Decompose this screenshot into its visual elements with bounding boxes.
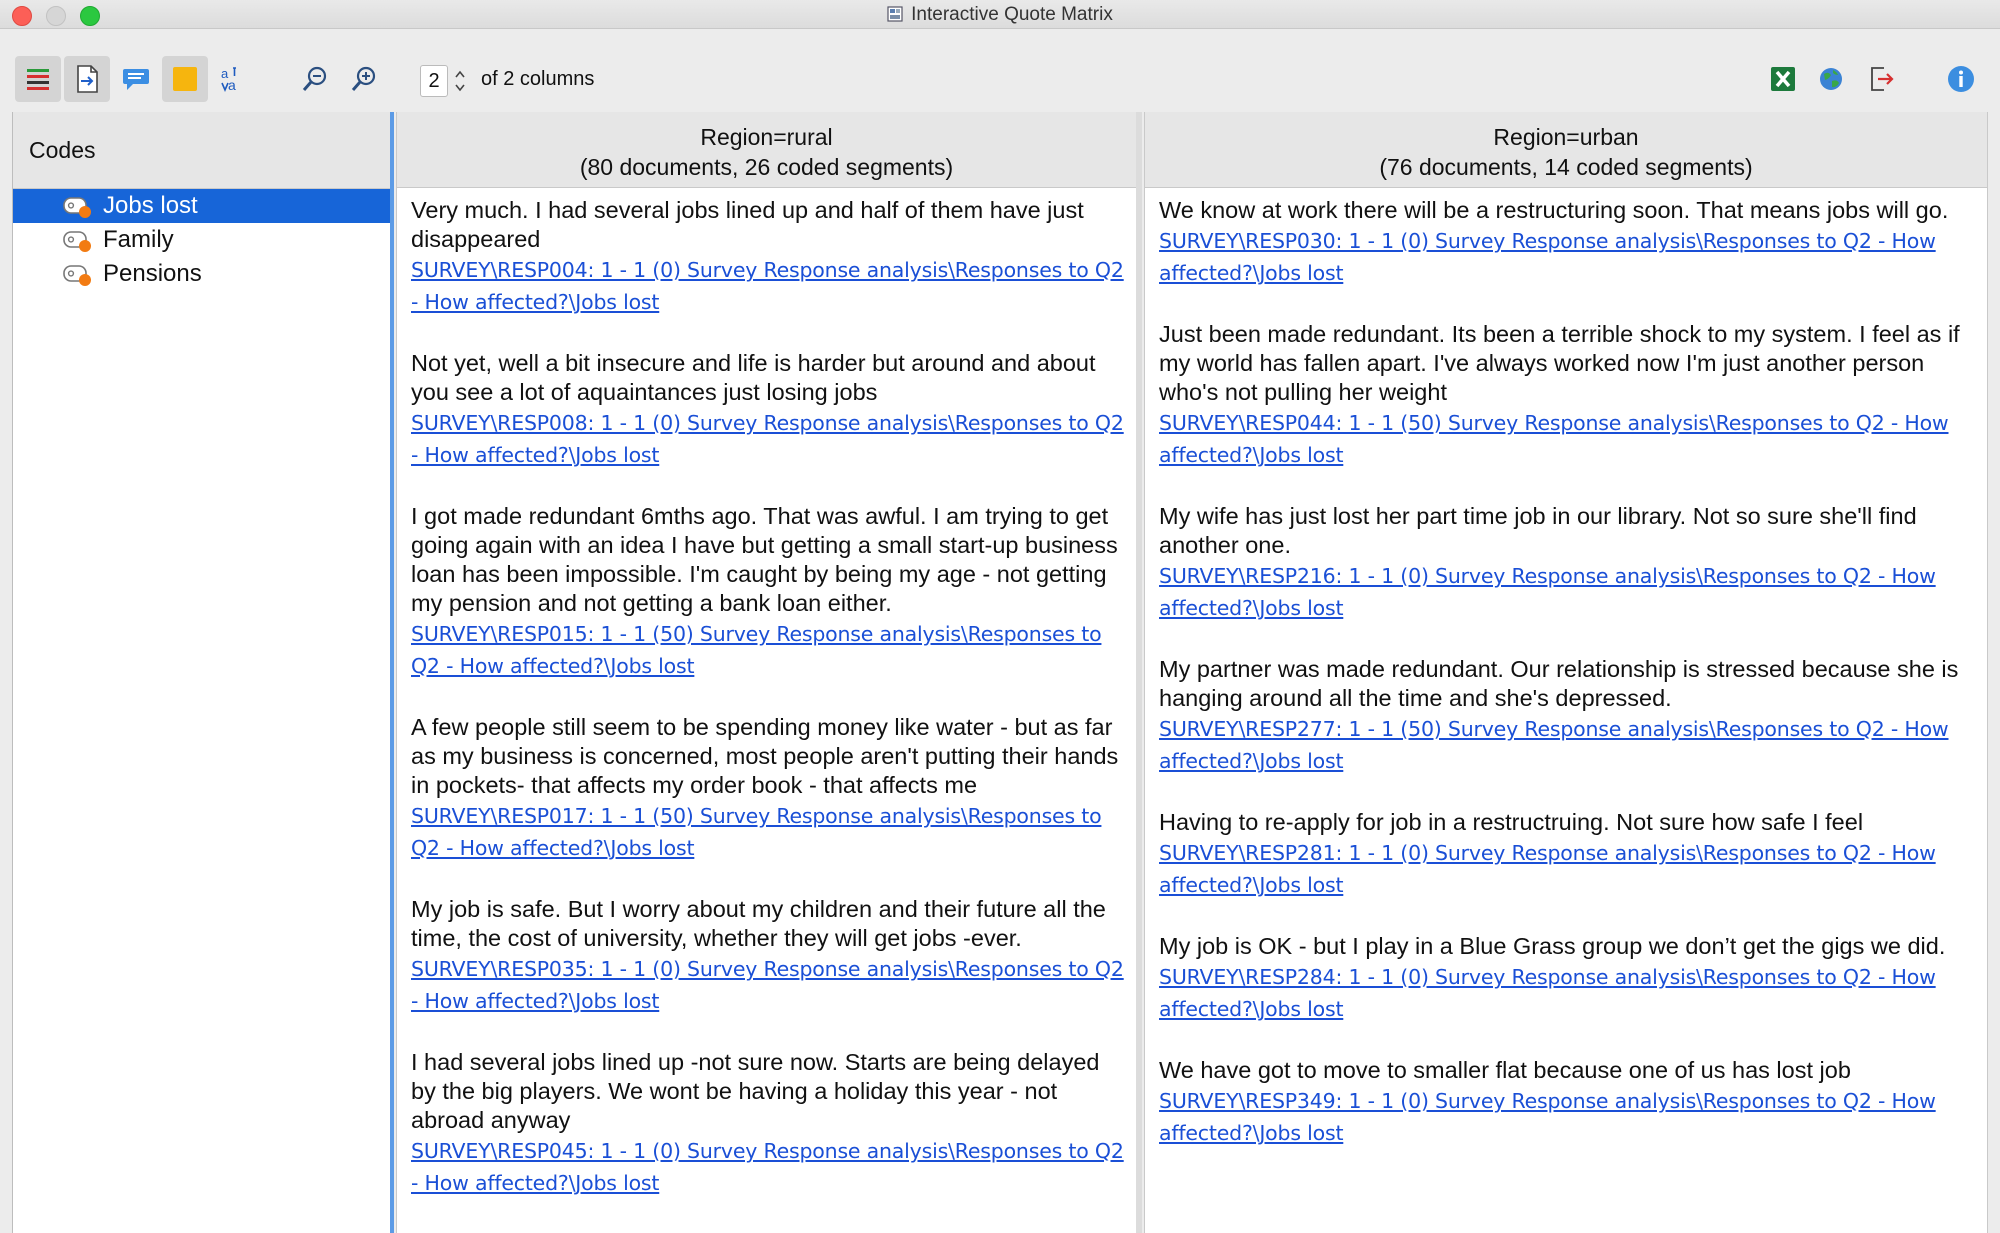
quote-text: My job is safe. But I worry about my children and their future all the time, the cost of university, whether they will get jobs -ever. — [411, 896, 1106, 951]
document-icon — [887, 6, 903, 22]
quote-source-link[interactable]: SURVEY\RESP045: 1 - 1 (0) Survey Response analysis\Responses to Q2 - How affected?\Jobs lost — [411, 1139, 1124, 1195]
quote-source-link[interactable]: SURVEY\RESP044: 1 - 1 (50) Survey Response analysis\Responses to Q2 - How affected?\Jobs lost — [1159, 411, 1949, 467]
quote-source-link[interactable]: SURVEY\RESP277: 1 - 1 (50) Survey Response analysis\Responses to Q2 - How affected?\Jobs lost — [1159, 717, 1949, 773]
quote-text: My partner was made redundant. Our relationship is stressed because she is hanging around all the time and she's depressed. — [1159, 656, 1959, 711]
quote-item — [411, 196, 1124, 318]
quote-text: A few people still seem to be spending money like water - but as far as my business is concerned, most people aren't putting their hands in pockets- that affects my order book - that affects me — [411, 714, 1119, 798]
quote-list — [397, 188, 1136, 1199]
column-count-label: of 2 columns — [481, 68, 595, 90]
quote-text: Very much. I had several jobs lined up and half of them have just disappeared — [411, 197, 1084, 252]
column-stepper[interactable] — [452, 65, 468, 97]
quote-item — [1159, 655, 1975, 777]
code-label: Family — [103, 226, 174, 253]
quote-item — [411, 502, 1124, 682]
document-export-icon — [73, 64, 101, 94]
codes-panel — [12, 112, 394, 1233]
column-rural — [396, 112, 1142, 1233]
zoom-out-button[interactable] — [292, 56, 338, 102]
quote-source-link[interactable]: SURVEY\RESP349: 1 - 1 (0) Survey Response analysis\Responses to Q2 - How affected?\Jobs lost — [1159, 1089, 1936, 1145]
svg-text:a: a — [221, 66, 229, 81]
quote-item — [1159, 808, 1975, 901]
quote-source-link[interactable]: SURVEY\RESP284: 1 - 1 (0) Survey Response analysis\Responses to Q2 - How affected?\Jobs lost — [1159, 965, 1936, 1021]
zoom-in-button[interactable] — [341, 56, 387, 102]
column-subtitle: (76 documents, 14 coded segments) — [1379, 154, 1753, 180]
quote-text: I got made redundant 6mths ago. That was awful. I am trying to get going again with an idea I have but getting a small start-up business loan has been impossible. I'm caught by being my age - not getting my pension and not getting a bank loan either. — [411, 503, 1118, 616]
quote-source-link[interactable]: SURVEY\RESP216: 1 - 1 (0) Survey Response analysis\Responses to Q2 - How affected?\Jobs lost — [1159, 564, 1936, 620]
highlight-color-button[interactable] — [162, 56, 208, 102]
codes-header: Codes — [13, 112, 390, 189]
quote-item — [411, 1048, 1124, 1199]
quote-item — [1159, 196, 1975, 289]
quote-item — [411, 895, 1124, 1017]
column-title: Region=rural — [700, 124, 833, 150]
code-tag-icon — [63, 195, 95, 219]
code-label: Jobs lost — [103, 192, 198, 219]
column-header — [1145, 112, 1987, 188]
code-label: Pensions — [103, 260, 202, 287]
quote-text: My wife has just lost her part time job in our library. Not so sure she'll find another one. — [1159, 503, 1917, 558]
code-list — [13, 189, 390, 291]
close-view-button[interactable] — [1858, 56, 1904, 102]
chevron-down-icon[interactable] — [456, 85, 464, 90]
quote-item — [1159, 1056, 1975, 1149]
quote-text: My job is OK - but I play in a Blue Grass group we don’t get the gigs we did. — [1159, 933, 1946, 959]
chevron-up-icon[interactable] — [456, 72, 464, 77]
yellow-square-icon — [171, 65, 199, 93]
export-html-button[interactable] — [1808, 56, 1854, 102]
column-subtitle: (80 documents, 26 coded segments) — [579, 154, 954, 180]
zoom-in-icon — [349, 64, 379, 94]
quote-source-link[interactable]: SURVEY\RESP015: 1 - 1 (50) Survey Response analysis\Responses to Q2 - How affected?\Jobs lost — [411, 622, 1102, 678]
code-item[interactable] — [13, 223, 390, 257]
export-excel-button[interactable] — [1760, 56, 1806, 102]
quote-item — [1159, 320, 1975, 471]
quote-text: I had several jobs lined up -not sure now. Starts are being delayed by the big players. We wont be having a holiday this year - not abroad anyway — [411, 1049, 1100, 1133]
svg-text:a: a — [228, 77, 236, 93]
quote-text: We know at work there will be a restructuring soon. That means jobs will go. — [1159, 197, 1949, 223]
quote-text: Having to re-apply for job in a restructruing. Not sure how safe I feel — [1159, 809, 1864, 835]
window-title: Interactive Quote Matrix — [911, 4, 1113, 25]
code-list-toggle-button[interactable] — [15, 56, 61, 102]
code-tag-icon — [63, 263, 95, 287]
memo-button[interactable] — [113, 56, 159, 102]
title-bar — [0, 0, 2000, 29]
info-icon — [1945, 63, 1977, 95]
quote-source-link[interactable]: SURVEY\RESP030: 1 - 1 (0) Survey Response analysis\Responses to Q2 - How affected?\Jobs lost — [1159, 229, 1936, 285]
quote-source-link[interactable]: SURVEY\RESP017: 1 - 1 (50) Survey Response analysis\Responses to Q2 - How affected?\Jobs lost — [411, 804, 1102, 860]
quote-item — [411, 349, 1124, 471]
text-format-button[interactable] — [211, 56, 257, 102]
text-case-icon — [219, 64, 249, 94]
column-header — [397, 112, 1136, 188]
quote-text: Just been made redundant. Its been a terrible shock to my system. I feel as if my world has fallen apart. I've always worked now I'm just another person who's not pulling her weight — [1159, 321, 1960, 405]
globe-icon — [1816, 64, 1846, 94]
colored-list-icon — [24, 65, 52, 93]
zoom-out-icon — [300, 64, 330, 94]
exit-icon — [1866, 64, 1896, 94]
quote-source-link[interactable]: SURVEY\RESP008: 1 - 1 (0) Survey Response analysis\Responses to Q2 - How affected?\Jobs lost — [411, 411, 1124, 467]
quote-source-link[interactable]: SURVEY\RESP004: 1 - 1 (0) Survey Response analysis\Responses to Q2 - How affected?\Jobs lost — [411, 258, 1124, 314]
quote-source-link[interactable]: SURVEY\RESP035: 1 - 1 (0) Survey Response analysis\Responses to Q2 - How affected?\Jobs lost — [411, 957, 1124, 1013]
speech-bubble-icon — [121, 65, 151, 93]
quote-item — [1159, 932, 1975, 1025]
toolbar — [0, 29, 2000, 111]
quote-list — [1145, 188, 1987, 1149]
column-urban — [1144, 112, 1988, 1233]
excel-icon — [1768, 64, 1798, 94]
code-tag-icon — [63, 229, 95, 253]
quote-item — [1159, 502, 1975, 624]
export-segments-button[interactable] — [64, 56, 110, 102]
column-title: Region=urban — [1493, 124, 1639, 150]
code-item[interactable] — [13, 257, 390, 291]
window-title-wrap — [0, 4, 2000, 26]
code-item[interactable] — [13, 189, 390, 223]
quote-text: We have got to move to smaller flat because one of us has lost job — [1159, 1057, 1851, 1083]
quote-text: Not yet, well a bit insecure and life is harder but around and about you see a lot of aquaintances just losing jobs — [411, 350, 1096, 405]
info-button[interactable] — [1938, 56, 1984, 102]
quote-item — [411, 713, 1124, 864]
quote-source-link[interactable]: SURVEY\RESP281: 1 - 1 (0) Survey Response analysis\Responses to Q2 - How affected?\Jobs lost — [1159, 841, 1936, 897]
column-number-input[interactable]: 2 — [420, 65, 448, 97]
